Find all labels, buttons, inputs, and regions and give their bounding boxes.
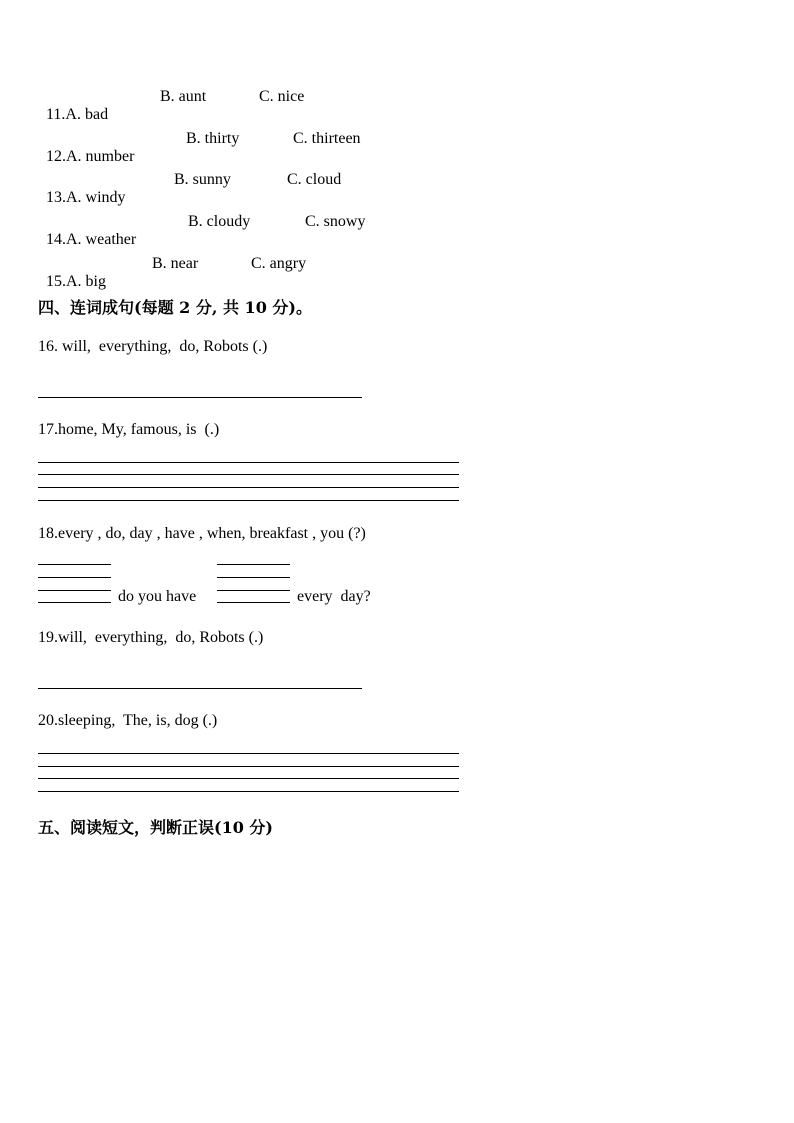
option-b: B. thirty [186, 130, 240, 147]
answer-line [38, 474, 459, 475]
option-c: C. snowy [305, 213, 366, 230]
question-18-middle-text: do you have [118, 588, 197, 605]
option-c: C. nice [259, 88, 305, 105]
question-number: 11. [46, 106, 66, 123]
question-16: 16. will, everything, do, Robots (.) [38, 338, 268, 355]
blank-line [38, 577, 111, 578]
section-5-heading: 五、阅读短文，判断正误(10 分) [38, 818, 273, 837]
blank-line [217, 602, 290, 603]
option-a: A. number [66, 148, 135, 165]
question-17: 17.home, My, famous, is (.) [38, 421, 220, 438]
blank-line [217, 577, 290, 578]
option-c: C. angry [251, 255, 307, 272]
option-b: B. sunny [174, 171, 231, 188]
blank-line [38, 602, 111, 603]
question-number: 13. [46, 189, 66, 206]
option-c: C. cloud [287, 171, 342, 188]
option-b: B. aunt [160, 88, 207, 105]
answer-line [38, 766, 459, 767]
answer-line [38, 688, 362, 689]
section-4-heading: 四、连词成句(每题 2 分, 共 10 分)。 [38, 298, 312, 317]
option-b: B. cloudy [188, 213, 251, 230]
blank-line [217, 564, 290, 565]
answer-line [38, 500, 459, 501]
question-19: 19.will, everything, do, Robots (.) [38, 629, 264, 646]
answer-line [38, 753, 459, 754]
answer-line [38, 397, 362, 398]
question-number: 14. [46, 231, 66, 248]
option-a: A. windy [66, 189, 126, 206]
answer-line [38, 462, 459, 463]
option-a: A. bad [65, 106, 109, 123]
answer-line [38, 791, 459, 792]
blank-line [38, 564, 111, 565]
option-b: B. near [152, 255, 199, 272]
question-18: 18.every , do, day , have , when, breakfast , you (?) [38, 525, 366, 542]
question-number: 12. [46, 148, 66, 165]
option-a: A. weather [66, 231, 137, 248]
question-number: 15. [46, 273, 66, 290]
question-18-end-text: every day? [297, 588, 371, 605]
blank-line [217, 590, 290, 591]
blank-line [38, 590, 111, 591]
option-c: C. thirteen [293, 130, 361, 147]
option-a: A. big [66, 273, 106, 290]
answer-line [38, 487, 459, 488]
question-20: 20.sleeping, The, is, dog (.) [38, 712, 218, 729]
answer-line [38, 778, 459, 779]
